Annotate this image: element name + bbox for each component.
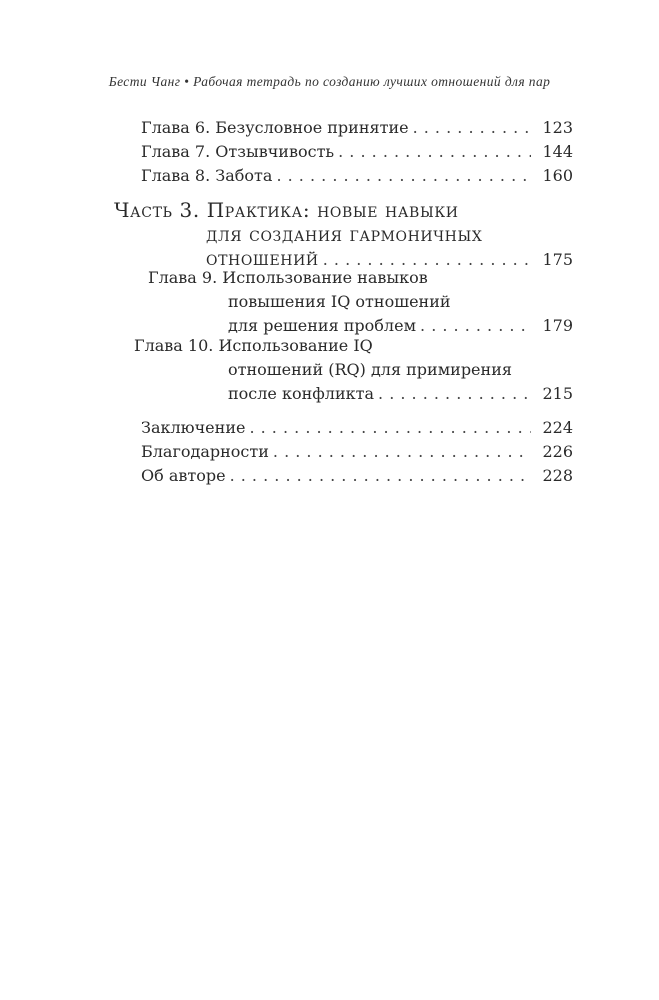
dot-leader bbox=[378, 382, 531, 406]
toc-entry-about-author[interactable] bbox=[141, 464, 573, 488]
chapter-title-line-2: повышения IQ отношений bbox=[228, 292, 451, 311]
toc-page-number: 179 bbox=[542, 316, 573, 335]
toc-entry-title: Заключение bbox=[141, 418, 246, 437]
toc-page-number: 226 bbox=[542, 442, 573, 461]
part-title-line-1: Часть 3. Практика: новые навыки bbox=[114, 198, 459, 222]
toc-page-number: 123 bbox=[542, 118, 573, 137]
running-head: Бести Чанг • Рабочая тетрадь по созданию лучших отношений для пар bbox=[108, 74, 551, 89]
chapter-title-line-1: Глава 9. Использование навыков bbox=[148, 268, 428, 287]
dot-leader bbox=[276, 164, 531, 188]
toc-entry-chapter-9[interactable] bbox=[148, 266, 573, 338]
toc-entry-title: Глава 8. Забота bbox=[141, 166, 273, 185]
toc-entry-chapter-8[interactable] bbox=[141, 164, 573, 188]
toc-entry-title: Об авторе bbox=[141, 466, 226, 485]
dot-leader bbox=[338, 140, 531, 164]
part-title-line-3: отношений bbox=[206, 246, 319, 270]
toc-entry-title: Глава 7. Отзывчивость bbox=[141, 142, 335, 161]
toc-page-number: 144 bbox=[542, 142, 573, 161]
chapter-title-line-1: Глава 10. Использование IQ bbox=[134, 336, 373, 355]
toc-entry-acknowledgements[interactable] bbox=[141, 440, 573, 464]
toc-page-number: 160 bbox=[542, 166, 573, 185]
toc-entry-conclusion[interactable] bbox=[141, 416, 573, 440]
toc-page-number: 224 bbox=[542, 418, 573, 437]
toc-entry-title: Глава 6. Безусловное принятие bbox=[141, 118, 409, 137]
dot-leader bbox=[273, 440, 531, 464]
toc-page-number: 228 bbox=[542, 466, 573, 485]
chapter-title-line-3: для решения проблем bbox=[228, 316, 417, 335]
dot-leader bbox=[230, 464, 531, 488]
toc-page-number: 175 bbox=[542, 250, 573, 269]
toc-page-number: 215 bbox=[542, 384, 573, 403]
toc-entry-title: Благодарности bbox=[141, 442, 269, 461]
chapter-title-line-2: отношений (RQ) для примирения bbox=[228, 360, 512, 379]
toc-entry-chapter-6[interactable] bbox=[141, 116, 573, 140]
toc-entry-chapter-7[interactable] bbox=[141, 140, 573, 164]
chapter-title-line-3: после конфликта bbox=[228, 384, 375, 403]
toc-entry-part-3[interactable] bbox=[114, 198, 573, 272]
dot-leader bbox=[249, 416, 531, 440]
part-title-line-2: для создания гармоничных bbox=[206, 222, 483, 246]
dot-leader bbox=[413, 116, 531, 140]
toc-entry-chapter-10[interactable] bbox=[134, 334, 573, 406]
